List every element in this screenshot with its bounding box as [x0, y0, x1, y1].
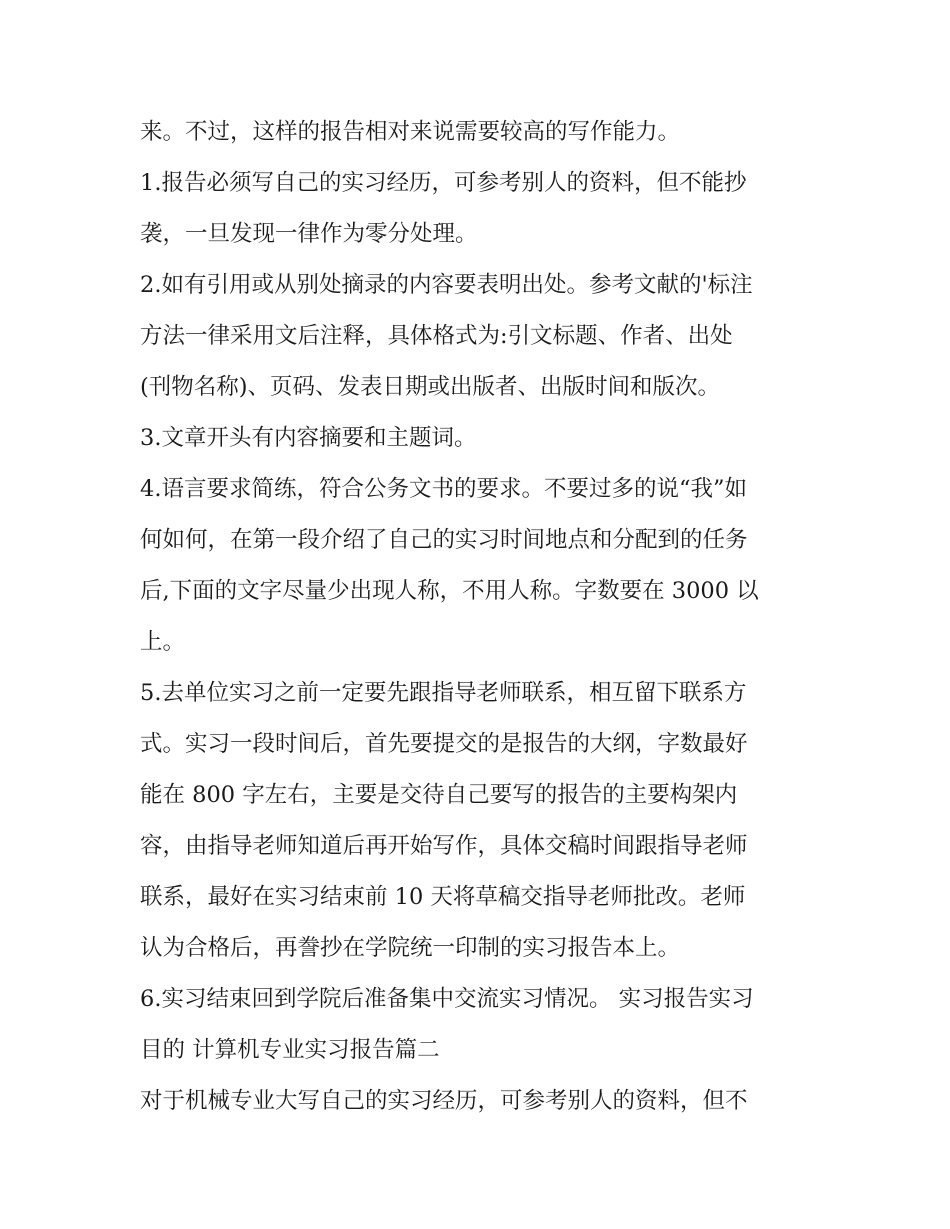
document-body: [140, 107, 820, 1127]
text-line: 上。: [140, 629, 186, 655]
text-line: 5.去单位实习之前一定要先跟指导老师联系，相互留下联系方: [140, 680, 747, 706]
text-line: 容，由指导老师知道后再开始写作，具体交稿时间跟指导老师: [140, 833, 748, 859]
text-line: 方法一律采用文后注释，具体格式为:引文标题、作者、出处: [140, 323, 733, 349]
text-line: 何如何，在第一段介绍了自己的实习时间地点和分配到的任务: [140, 527, 748, 553]
text-line: 目的 计算机专业实习报告篇二: [140, 1037, 440, 1063]
text-line: 袭，一旦发现一律作为零分处理。: [140, 221, 478, 247]
text-line: 式。实习一段时间后，首先要提交的是报告的大纲，字数最好: [140, 731, 748, 757]
text-line: 来。不过，这样的报告相对来说需要较高的写作能力。: [140, 119, 681, 145]
text-line: 联系，最好在实习结束前 10 天将草稿交指导老师批改。老师: [140, 884, 746, 910]
text-line: 6.实习结束回到学院后准备集中交流实习情况。 实习报告实习: [140, 986, 754, 1012]
text-line: 后,下面的文字尽量少出现人称，不用人称。字数要在 3000 以: [140, 578, 759, 604]
text-line: 对于机械专业大写自己的实习经历，可参考别人的资料，但不: [140, 1088, 748, 1114]
text-line: (刊物名称)、页码、发表日期或出版者、出版时间和版次。: [140, 374, 721, 400]
text-line: 2.如有引用或从别处摘录的内容要表明出处。参考文献的'标注: [140, 272, 753, 298]
text-line: 认为合格后，再誊抄在学院统一印制的实习报告本上。: [140, 935, 681, 961]
text-line: 3.文章开头有内容摘要和主题词。: [140, 425, 477, 451]
text-line: 1.报告必须写自己的实习经历，可参考别人的资料，但不能抄: [140, 170, 747, 196]
text-line: 4.语言要求简练，符合公务文书的要求。不要过多的说“我”如: [140, 476, 747, 502]
text-line: 能在 800 字左右，主要是交待自己要写的报告的主要构架内: [140, 782, 738, 808]
